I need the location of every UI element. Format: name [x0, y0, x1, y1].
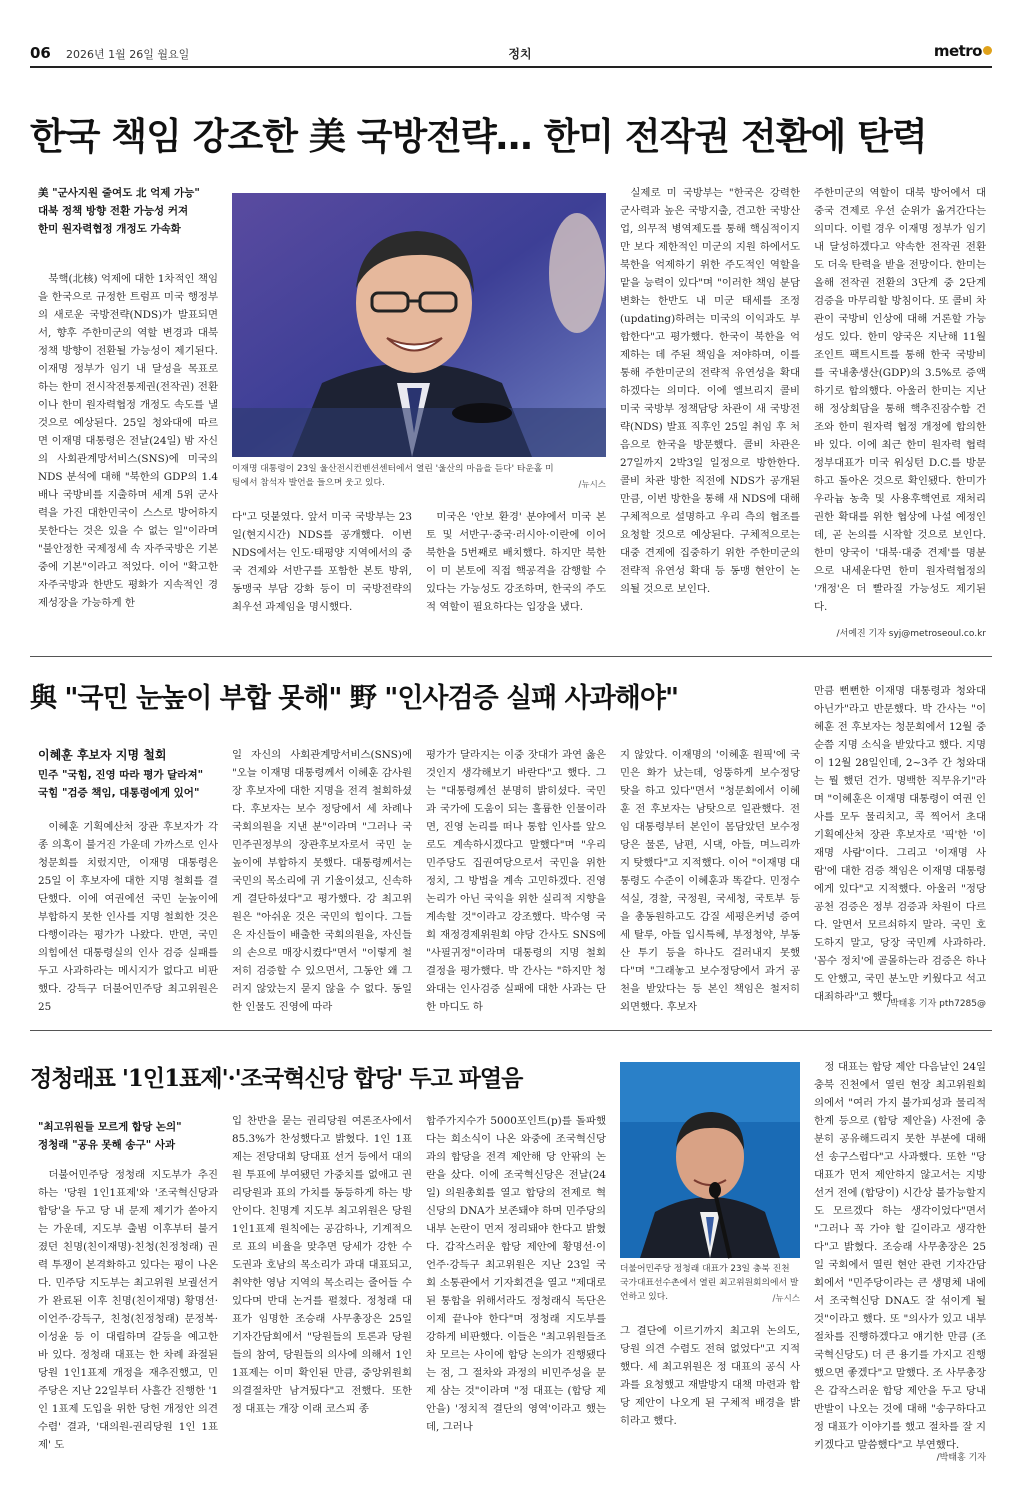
article2-subhead [38, 746, 218, 802]
page-number: 06 [30, 44, 51, 62]
article3-headline: 정청래표 '1인1표제'·'조국혁신당 합당' 두고 파열음 [30, 1065, 523, 1092]
article2-column-5: 만큼 뻔뻔한 이재명 대통령과 청와대 아닌가"라고 반문했다. 박 간사는 "이혜훈 전 후보자는 청문회에서 12월 중순쯤 지명 소식을 받았다고 했다. 지명이 12월 28일인데, 2~3주 간 청와대는 뭘 했던 건가. 명백한 직무유기"라며 "이혜훈은 이재명 대통령이 여권 인사를 모두 물리치고, 콕 찍어서 초대 기획예산처 장관 후보자로 '픽'한 '이재명 사람'이다. 그리고 '이재명 사람'에 대한 검증 책임은 이재명 대통령에게 있다"고 지적했다. 아울러 "정당 공천 검증은 정부 검증과 차원이 다르다. 알면서 모르쇠하지 말라. 국민 호도하지 말고, 당장 국민께 사과하라. '꼼수 정치'에 골몰하는라 검증은 하나도 안했고, 국민 분노만 키웠다고 석고대죄하라"고 했다. [814, 685, 986, 1003]
article3-subhead-line: 정청래 "공유 못해 송구" 사과 [38, 1139, 176, 1151]
article3-subhead [38, 1118, 228, 1154]
article1-subhead [38, 184, 228, 238]
page-header [30, 42, 992, 68]
article2-column-1: 이혜훈 기획예산처 장관 후보자가 각종 의혹이 불거진 가운데 가까스로 인사청문회를 치렀지만, 이재명 대통령은 25일 이 후보자에 대한 지명 철회를 결단했다. 이에 여권에선 국민 눈높이에 부합하지 못한 인사를 지명 철회한 것은 다행이라는 평가가 나왔다. 반면, 국민의힘에선 대통령실의 인사 검증 실패를 두고 사과하라는 메시지가 없다고 비판했다. 강득구 더불어민주당 최고위원은 25 [38, 821, 218, 1013]
section-divider [30, 1030, 992, 1031]
article3-byline: /박태홍 기자 [936, 1453, 986, 1463]
article1-subhead-line: 한미 원자력협정 개정도 가속화 [38, 223, 181, 235]
article1-photo-caption: 이재명 대통령이 23일 울산전시컨벤션센터에서 열린 '울산의 마음을 듣다' 타운홀 미팅에서 참석자 발언을 들으며 웃고 있다. [232, 464, 554, 488]
article1-column-2: 다"고 덧붙였다. 앞서 미국 국방부는 23일(현지시간) NDS를 공개했다. 이번 NDS에서는 인도·태평양 지역에서의 중국 견제와 서반구를 포함한 본토 방위, 동맹국 부담 강화 등이 미 국방전략의 최우선 과제임을 명시했다. [232, 511, 412, 613]
article1-column-4: 실제로 미 국방부는 "한국은 강력한 군사력과 높은 국방지출, 견고한 국방산업, 의무적 병역제도를 통해 핵심적이지만 보다 제한적인 미군의 지원 하에서도 북한을 억제하기 위한 주도적인 역할을 맡을 능력이 있다"며 "이러한 책임 분담 변화는 한반도 내 미군 태세를 조정(updating)하려는 미국의 이익과도 부합한다"고 평가했다. 한국이 북한을 억제하는 데 주된 책임을 져야하며, 이를 통해 주한미군의 전략적 유연성을 확대하겠다는 의미다. 이에 엘브리지 콜비 미국 국방부 정책담당 차관이 새 국방전략(NDS) 발표 직후인 25일 취임 후 처음으로 한국을 방문했다. 콜비 차관은 27일까지 2박3일 일정으로 방한한다. 콜비 차관 방한 직전에 NDS가 공개된 만큼, 이번 방한을 통해 새 NDS에 대해 구체적으로 설명하고 우리 측의 협조를 요청할 것으로 예상된다. 구체적으로는 대중 견제에 집중하기 위한 주한미군의 전략적 유연성 확대 등 동맹 현안이 논의될 것으로 보인다. [620, 187, 800, 595]
masthead-logo [934, 42, 992, 60]
issue-date: 2026년 1월 26일 월요일 [66, 48, 190, 61]
article3-photo [620, 1062, 800, 1258]
article1-photo-credit: /뉴시스 [578, 480, 606, 490]
section-label: 정치 [508, 47, 532, 61]
article2-column-3: 평가가 달라지는 이중 잣대가 과연 옳은 것인지 생각해보기 바란다"고 했다. 그는 "대통령께선 분명히 밝히셨다. 국민과 국가에 도움이 되는 훌륭한 인물이라면, 진영 논리를 떠나 통합 인사를 앞으로도 계속하시겠다고 말했다"며 "우리 민주당도 집권여당으로서 국민을 위한 정치, 그 방법을 계속 고민하겠다. 진영논리가 아닌 국익을 위한 실리적 지향을 계속할 것"이라고 강조했다. 박수영 국회 재정경제위원회 야당 간사도 SNS에 "사필귀정"이라며 대통령의 지명 철회 결정을 평가했다. 박 간사는 "하지만 청와대는 인사검증 실패에 대한 사과는 단 한 마디도 하 [426, 749, 606, 1013]
article1-photo [232, 193, 606, 457]
article3-subhead-line: "최고위원들 모르게 합당 논의" [38, 1121, 182, 1133]
article1-column-1: 북핵(北核) 억제에 대한 1차적인 책임을 한국으로 규정한 트럼프 미국 행정부의 새로운 국방전략(NDS)가 발표되면서, 향후 주한미군의 역할 변경과 대북 정책 방향이 전환될 가능성이 제기된다. 이재명 정부가 임기 내 달성을 목표로 하는 한미 전시작전통제권(전작권) 전환이나 한미 원자력협정 개정도 속도를 낼 것으로 예상된다. 25일 청와대에 따르면 이재명 대통령은 전날(24일) 밤 자신의 사회관계망서비스(SNS)에 미국의 NDS 분석에 대해 "북한의 GDP의 1.4배나 국방비를 지출하며 세계 5위 군사력을 가진 대한민국이 스스로 방어하지 못한다는 것은 있을 수 없는 일"이라며 "불안정한 국제정세 속 자주국방은 기본 중에 기본"이라고 적었다. 이어 "확고한 자주국방과 한반도 평화가 지속적인 경제성장을 가능하게 한 [38, 273, 218, 609]
article3-photo-credit: /뉴시스 [772, 1294, 800, 1304]
article2-column-4: 지 않았다. 이재명의 '이혜훈 원픽'에 국민은 화가 났는데, 엉뚱하게 보수정당 탓을 하고 있다"면서 "청문회에서 이혜훈 전 후보자는 남탓으로 일관했다. 전임 대통령부터 본인이 몸담았던 보수정당은 물론, 남편, 시댁, 아들, 며느리까지 탓했다"고 지적했다. 이어 "이재명 대통령도 수준이 이혜훈과 똑같다. 민정수석실, 경찰, 국정원, 국세청, 국토부 등을 총동원하고도 갑질 세평은커녕 증여세 탈루, 아들 입시특혜, 부정청약, 부동산 투기 등을 하나도 걸러내지 못했다"며 "그래놓고 보수정당에서 과거 공천을 받았다는 등 본인 책임은 철저히 외면했다. 후보자 [620, 749, 800, 1013]
article1-byline: /서예진 기자 syj@metroseoul.co.kr [836, 629, 986, 639]
article1-subhead-line: 美 "군사지원 줄여도 北 억제 가능" [38, 187, 200, 199]
article2-subhead-line: 민주 "국힘, 진영 따라 평가 달라져" [38, 769, 204, 781]
article3-column-3: 합주가지수가 5000포인트(p)를 돌파했다는 희소식이 나온 와중에 조국혁신당과의 합당을 전격 제안해 당 안팎의 논란을 샀다. 이에 조국혁신당은 전날(24일) 의원총회를 열고 합당의 전제로 혁신당의 DNA가 보존돼야 하며 민주당의 내부 논란이 먼저 정리돼야 한다고 밝혔다. 갑작스러운 합당 제안에 황명선·이언주·강득구 최고위원은 지난 23일 국회 소통관에서 기자회견을 열고 "제대로 된 통합을 위해서라도 정청래식 독단은 이제 끝나야 한다"며 정청래 지도부를 강하게 비판했다. 이들은 "최고위원들조차 모르는 사이에 합당 논의가 진행됐다는 점, 그 절차와 과정의 비민주성을 문제 삼는 것"이라며 "정 대표는 (합당 제안을) '정치적 결단의 영역'이라고 했는데, 그러나 [426, 1115, 606, 1433]
logo-dot-icon [983, 46, 992, 55]
article1-column-3: 미국은 '안보 환경' 분야에서 미국 본토 및 서반구·중국·러시아·이란에 이어 북한을 5번째로 배치했다. 하지만 북한이 미 본토에 직접 핵공격을 감행할 수 있다는 가능성도 강조하며, 한국의 주도적 역할이 필요하다는 입장을 냈다. [426, 511, 606, 613]
party-leader-speaking-photo [620, 1062, 800, 1258]
article3-column-4: 그 결단에 이르기까지 최고위 논의도, 당원 의견 수렴도 전혀 없었다"고 지적했다. 세 최고위원은 정 대표의 공식 사과를 요청했고 재발방지 대책 마련과 합당 제안이 나오게 된 구체적 배경을 밝히라고 했다. [620, 1325, 800, 1427]
article1-subhead-line: 대북 정책 방향 전환 가능성 커져 [38, 205, 189, 217]
article1-column-5: 주한미군의 역할이 대북 방어에서 대중국 견제로 우선 순위가 옮겨간다는 의미다. 이럴 경우 이재명 정부가 임기 내 달성하겠다고 약속한 전작권 전환도 더욱 탄력을 받을 전망이다. 한미는 올해 전작권 전환의 3단계 중 2단계 검증을 마무리할 방침이다. 또 콜비 차관이 국방비 인상에 대해 거론할 가능성도 있다. 한미 양국은 지난해 11월 조인트 팩트시트를 통해 한국 국방비를 국내총생산(GDP)의 3.5%로 증액하기로 합의했다. 아울러 한미는 지난해 정상회담을 통해 핵추진잠수함 건조와 한미 원자력 협정 개정에 합의한 바 있다. 이에 최근 한미 원자력 협력 정부대표가 미국 워싱턴 D.C.를 방문하고 돌아온 것으로 확인됐다. 한미가 우라늄 농축 및 사용후핵연료 재처리 권한 확대를 위한 협상에 나설 예정인데, 곧 논의를 시작할 것으로 보인다. 한미 양국이 '대북·대중 견제'를 명분으로 내세운다면 한미 원자력협정의 '개정'은 더 빨라질 가능성도 제기된다. [814, 187, 986, 613]
article2-column-2: 일 자신의 사회관계망서비스(SNS)에 "오늘 이재명 대통령께서 이혜훈 감사원장 후보자에 대한 지명을 전격 철회하셨다. 후보자는 보수 정당에서 세 차례나 국회의원을 지낸 분"이라며 "그러나 국민주권정부의 장관후보자로서 국민 눈높이에 부합하지 못했다. 대통령께서는 국민의 목소리에 귀 기울이셨고, 신속하게 결단하셨다"고 평가했다. 강 최고위원은 "아쉬운 것은 국민의 힘이다. 그들은 자신들이 배출한 국회의원을, 자신들의 손으로 매장시켰다"면서 "이렇게 철저히 검증할 수 있으면서, 그동안 왜 그러지 않았는지 묻지 않을 수 없다. 동일한 인물도 진영에 따라 [232, 749, 412, 1013]
president-smiling-photo [232, 193, 606, 457]
article3-column-1: 더불어민주당 정청래 지도부가 추진하는 '당원 1인1표제'와 '조국혁신당과 합당'을 두고 당 내 문제 제기가 쏟아지는 가운데, 지도부 출범 이후부터 불거졌던 친명(친이재명)·친청(친정청래) 권력 투쟁이 본격화하고 있다는 평이 나온다. 민주당 지도부는 최고위원 보궐선거가 완료된 이후 친명(친이재명) 황명선·이언주·강득구, 친청(친정청래) 문정복·이성윤 등 이 대립하며 갈등을 예고한 바 있다. 정청래 대표는 한 차례 좌절된 당원 1인1표제 개정을 재추진했고, 민주당은 지난 22일부터 사흘간 진행한 '1인 1표제 도입을 위한 당헌 개정안 의견수렴' 결과, '대의원-권리당원 1인 1표제' 도 [38, 1169, 218, 1451]
article2-headline: 與 "국민 눈높이 부합 못해" 野 "인사검증 실패 사과해야" [30, 683, 679, 714]
article2-subhead-title: 이혜훈 후보자 지명 철회 [38, 748, 167, 762]
article1-headline: 한국 책임 강조한 美 국방전략… 한미 전작권 전환에 탄력 [30, 115, 927, 158]
logo-text: metro [933, 42, 982, 60]
article3-column-2: 입 찬반을 묻는 권리당원 여론조사에서 85.3%가 찬성했다고 밝혔다. 1인 1표제는 전당대회 당대표 선거 등에서 대의원 투표에 부여됐던 가중치를 없애고 권리당원과 표의 가치를 동등하게 하는 방안이다. 친명계 지도부 최고위원은 당원 1인1표제 원칙에는 공감하나, 기계적으로 표의 비율을 맞추면 당세가 강한 수도권과 호남의 목소리가 과대 대표되고, 취약한 영남 지역의 목소리는 줄어들 수 있다며 반대 논거를 펼쳤다. 정청래 대표가 임명한 조승래 사무총장은 25일 기자간담회에서 "당원들의 토론과 당원들의 참여, 당원들의 의사에 의해서 1인1표제는 이미 확인된 만큼, 중앙위원회 의결절차만 남겨뒀다"고 전했다. 또한 정 대표는 개장 이래 코스피 종 [232, 1115, 412, 1415]
article3-photo-caption: 더불어민주당 정청래 대표가 23일 충북 진천 국가대표선수촌에서 열린 최고위원회의에서 발언하고 있다. [620, 1264, 799, 1302]
article2-byline: /박태홍 기자 pth7285@ [886, 999, 986, 1009]
section-divider [30, 656, 992, 657]
article3-column-5: 정 대표는 합당 제안 다음날인 24일 충북 진천에서 열린 현장 최고위원회의에서 "여러 가지 불가피성과 물리적 한계 등으로 (합당 제안을) 사전에 충분히 공유해드리지 못한 부분에 대해선 송구스럽다"고 사과했다. 또한 "당대표가 먼저 제안하지 않고서는 지방선거 전에 (합당이) 시간상 불가능할지도 모르겠다 하는 생각이었다"면서 "그러나 꼭 가야 할 길이라고 생각한다"고 밝혔다. 조승래 사무총장은 25일 국회에서 열린 현안 관련 기자간담회에서 "민주당이라는 큰 생명체 내에서 조국혁신당 DNA도 잘 섞이게 될 것"이라고 했다. 또 "의사가 있고 내부 절차를 진행하겠다고 얘기한 만큼 (조국혁신당도) 더 큰 용기를 가지고 진행했으면 좋겠다"고 말했다. 조 사무총장은 갑작스러운 합당 제안을 두고 당내 반발이 나오는 것에 대해 "송구하다고 정 대표가 이야기를 했고 절차를 잘 지키겠다고 말씀했다"고 부연했다. [814, 1061, 986, 1451]
article2-subhead-line: 국힘 "검증 책임, 대통령에게 있어" [38, 787, 200, 799]
